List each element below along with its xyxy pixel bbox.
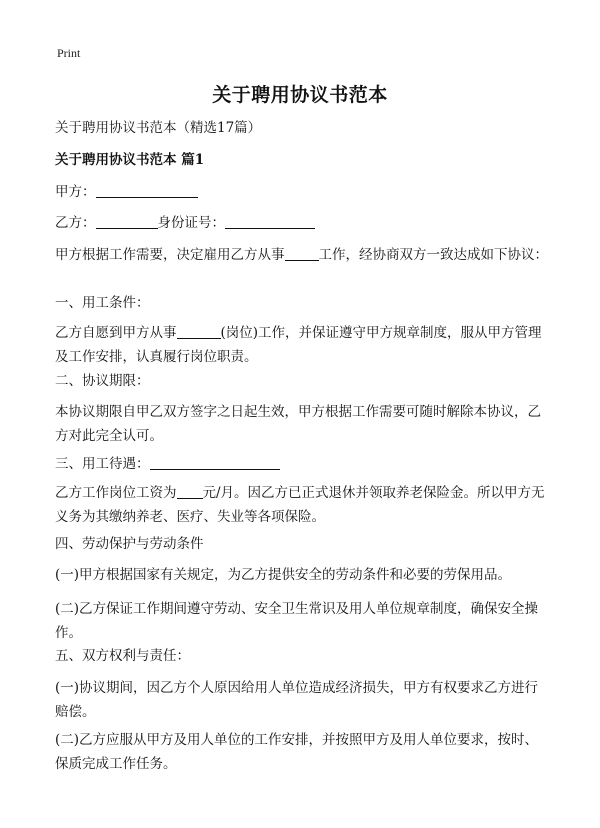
id-label: 身份证号：: [157, 215, 225, 231]
party-b-label: 乙方：: [55, 215, 96, 231]
print-link[interactable]: Print: [57, 46, 81, 60]
section-1-text-2: (岗位)工作，并保证遵守甲方规章制度，服从甲方管理及工作安排，认真履行岗位职责。: [55, 325, 542, 365]
intro-paragraph: [55, 243, 550, 267]
section-4-heading: 四、劳动保护与劳动条件: [55, 536, 204, 552]
section-3-heading: 三、用工待遇：: [55, 456, 150, 472]
document-subtitle: 关于聘用协议书范本（精选17篇）: [55, 120, 262, 136]
section-3-text-2: 元/月。因乙方已正式退休并领取养老保险金。所以甲方无义务为其缴纳养老、医疗、失业等各项保险。: [55, 485, 545, 525]
section-4-item-2: (二)乙方保证工作期间遵守劳动、安全卫生常识及用人单位规章制度，确保安全操作。: [55, 601, 539, 641]
party-b-line: [55, 211, 550, 235]
party-a-blank: [96, 183, 198, 198]
id-blank: [225, 214, 315, 229]
party-a-label: 甲方：: [55, 184, 96, 200]
section-2-heading: 二、协议期限：: [55, 373, 150, 389]
section-1-text-1: 乙方自愿到甲方从事: [55, 325, 177, 341]
section-2-paragraph: 本协议期限自甲乙双方签字之日起生效，甲方根据工作需要可随时解除本协议，乙方对此完全认可。: [55, 404, 541, 444]
salary-blank: [177, 484, 203, 499]
section-5-item-1: (一)协议期间，因乙方个人原因给用人单位造成经济损失，甲方有权要求乙方进行赔偿。: [55, 680, 539, 720]
section-4-item-1: (一)甲方根据国家有关规定，为乙方提供安全的劳动条件和必要的劳保用品。: [55, 567, 512, 583]
section-3-paragraph: [55, 481, 550, 529]
position-blank: [177, 324, 221, 339]
treatment-blank: [150, 455, 280, 470]
section-5-heading: 五、双方权利与责任：: [55, 648, 190, 664]
intro-text-2: 工作，经协商双方一致达成如下协议：: [318, 247, 548, 263]
section-1-paragraph: [55, 321, 550, 369]
job-blank: [285, 246, 319, 261]
party-a-line: [55, 180, 550, 204]
section-5-item-2: (二)乙方应服从甲方及用人单位的工作安排，并按照甲方及用人单位要求，按时、保质完成工作任务。: [55, 732, 539, 772]
section-3-line: [55, 452, 550, 476]
document-title: 关于聘用协议书范本: [212, 84, 388, 106]
party-b-blank: [96, 214, 158, 229]
section-heading: 关于聘用协议书范本 篇1: [55, 152, 205, 168]
section-1-heading: 一、用工条件：: [55, 295, 150, 311]
section-3-text-1: 乙方工作岗位工资为: [55, 485, 177, 501]
intro-text-1: 甲方根据工作需要，决定雇用乙方从事: [55, 247, 285, 263]
